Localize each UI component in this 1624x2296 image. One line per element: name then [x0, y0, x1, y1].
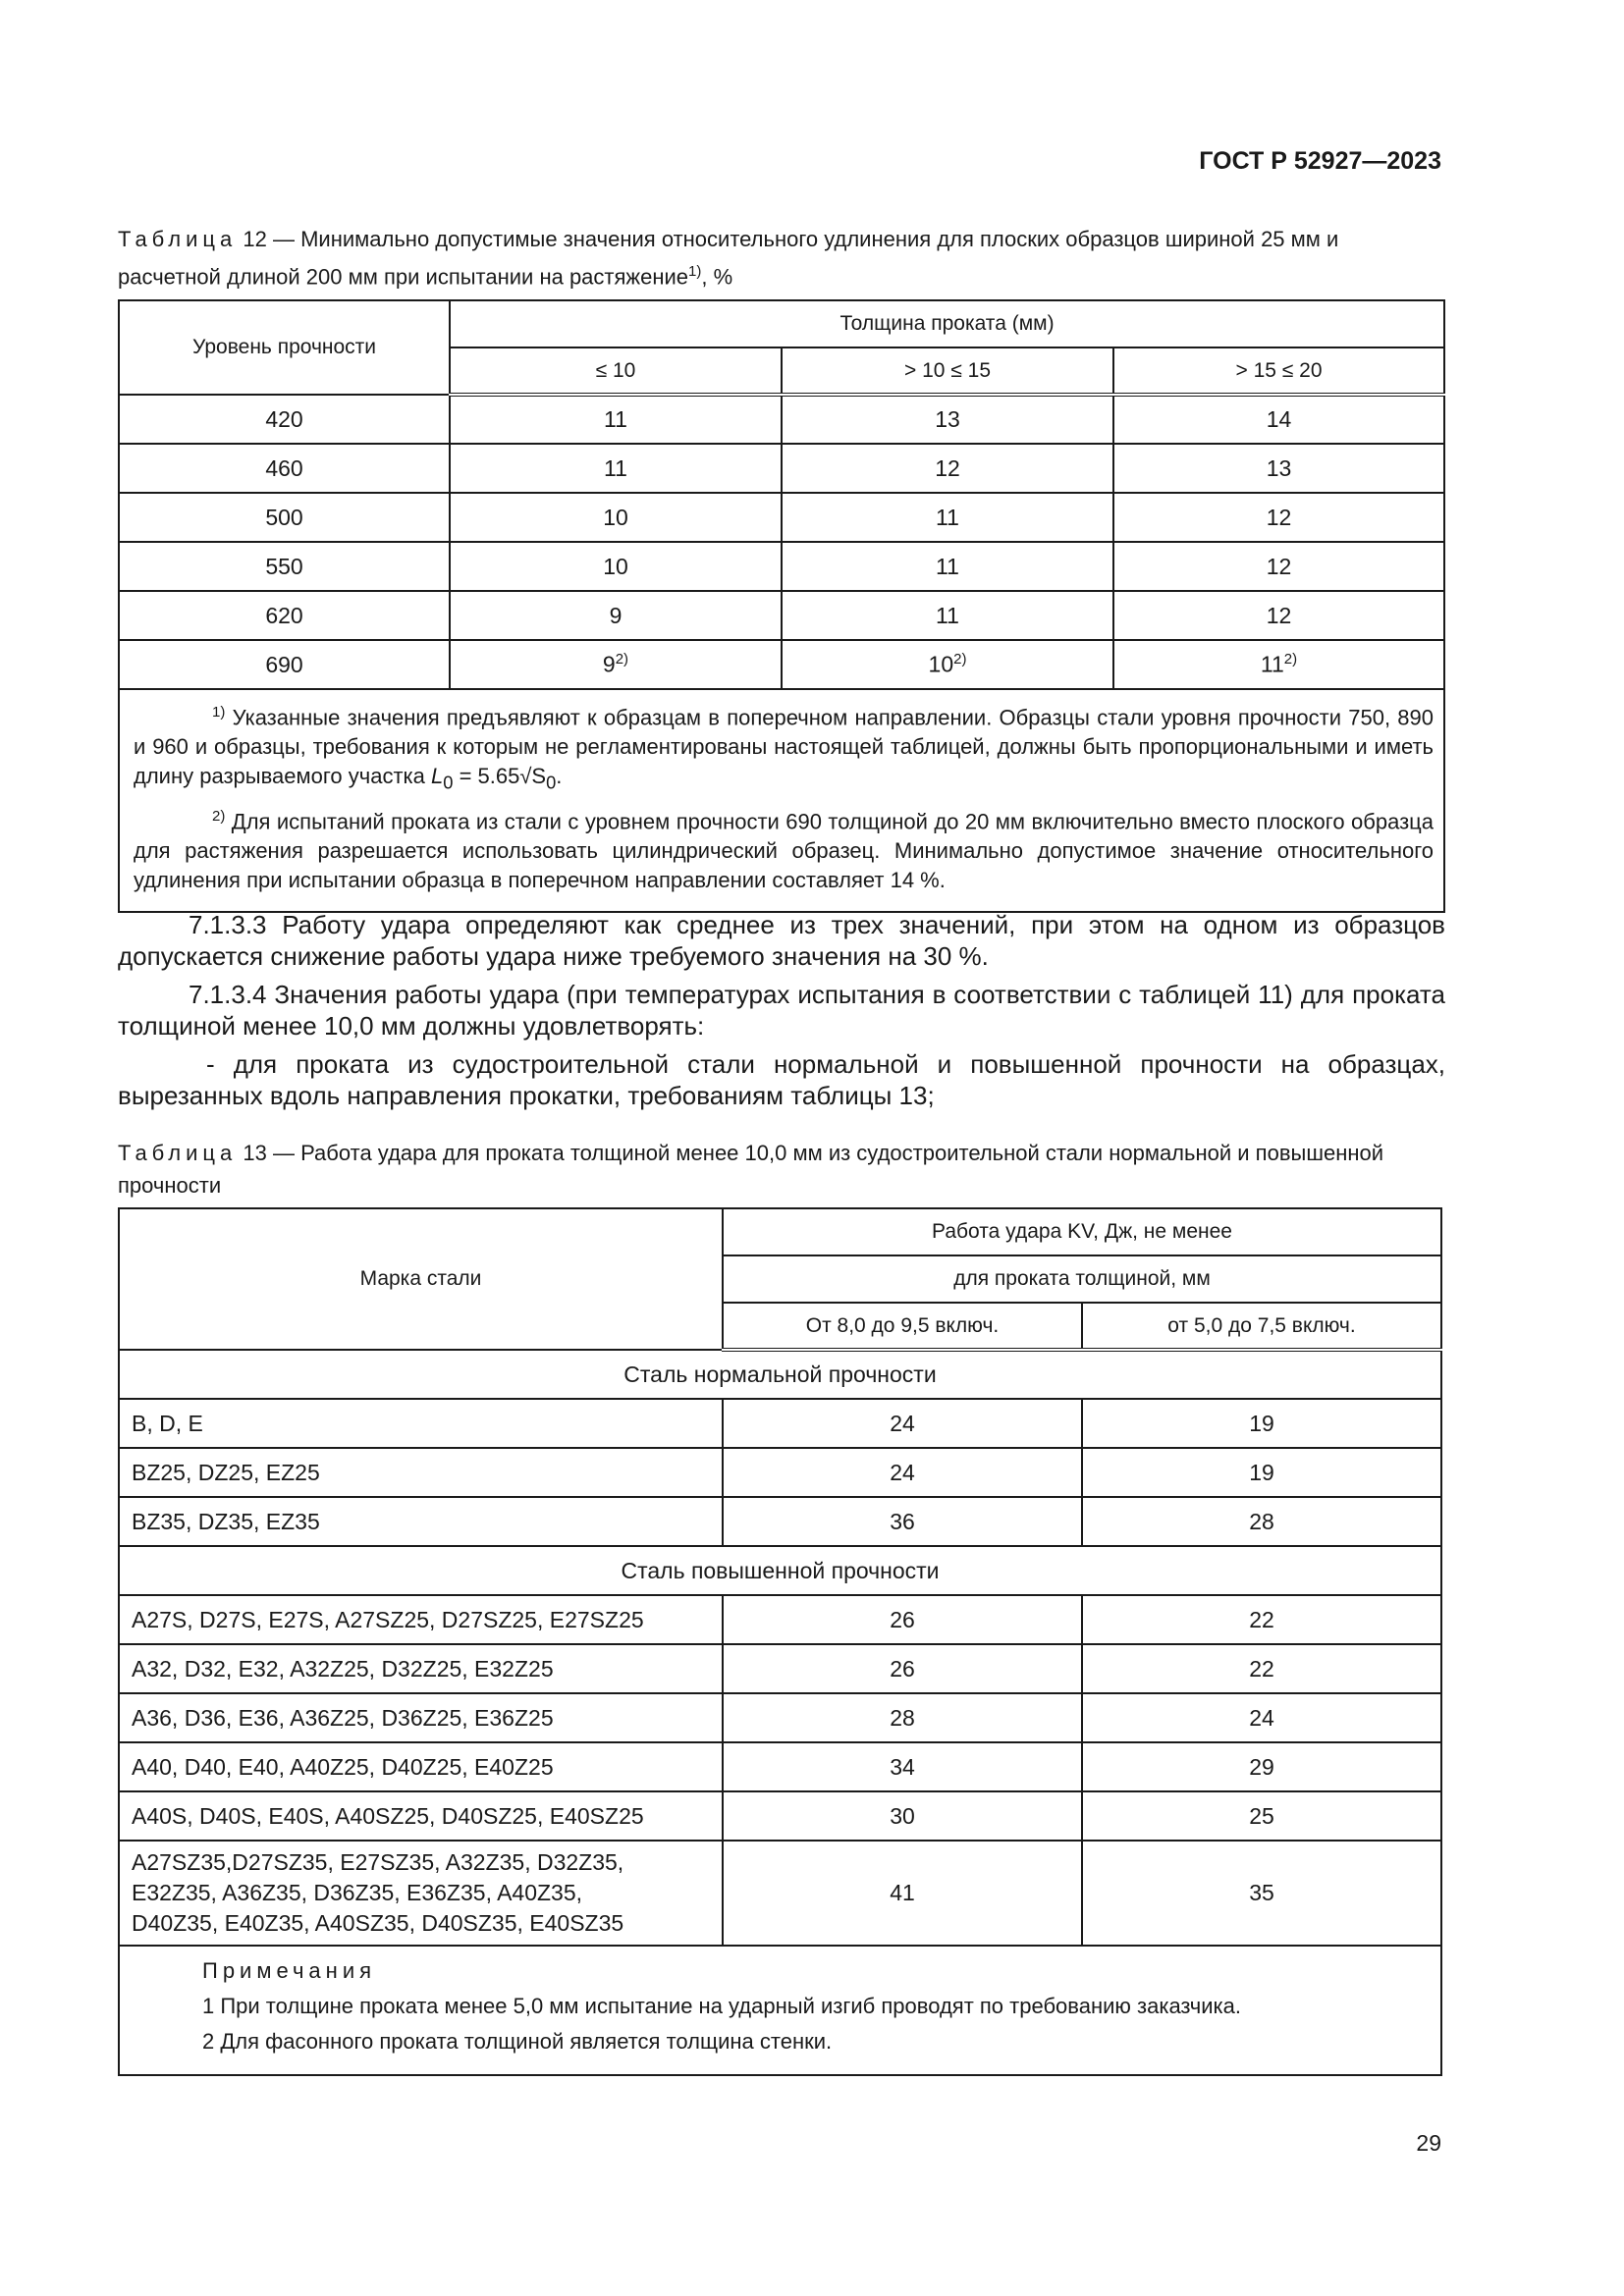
grade-line: D40Z35, E40Z35, A40SZ35, D40SZ35, E40SZ35 — [132, 1910, 624, 1936]
table13-subheader: от 5,0 до 7,5 включ. — [1082, 1303, 1441, 1350]
formula-sub: 0 — [443, 772, 454, 793]
table12-caption-text: 12 — Минимально допустимые значения относительного удлинения для плоских образцов шириной 25 мм и расчетной длиной 200 мм при испытании на растяжение — [118, 227, 1339, 290]
table-cell: 19 — [1082, 1399, 1441, 1448]
table-row — [119, 1399, 1441, 1448]
table-cell: 26 — [723, 1595, 1082, 1644]
table-cell: A27S, D27S, E27S, A27SZ25, D27SZ25, E27SZ25 — [119, 1595, 723, 1644]
table-row — [119, 1644, 1441, 1693]
table-cell: 420 — [119, 395, 450, 444]
table13-caption — [118, 1137, 1441, 1201]
table-row — [119, 591, 1444, 640]
table-cell: 36 — [723, 1497, 1082, 1546]
table-cell: A36, D36, E36, A36Z25, D36Z25, E36Z25 — [119, 1693, 723, 1742]
table-cell: 19 — [1082, 1448, 1441, 1497]
footnote-text: Указанные значения предъявляют к образцам в поперечном направлении. Образцы стали уровня прочности 750, 890 и 960 и образцы, требования к которым не регламентированы настоящей таблицей, должны быть пропорциональными и иметь длину разрываемого участка — [134, 705, 1435, 789]
table-row — [119, 395, 1444, 444]
formula-mid: = 5.65√S — [453, 764, 547, 789]
table-cell: 11 — [782, 591, 1113, 640]
table12-subheader: ≤ 10 — [450, 347, 782, 395]
table-cell: 12 — [1113, 542, 1444, 591]
table12-header-strength: Уровень прочности — [119, 300, 450, 395]
paragraph: - для проката из судостроительной стали нормальной и повышенной прочности на образцах, вырезанных вдоль направления прокатки, требованиям таблицы 13; — [118, 1049, 1445, 1110]
table-cell: 9 — [450, 591, 782, 640]
table12-footnote-1 — [134, 698, 1434, 798]
table-row — [119, 640, 1444, 689]
table-cell: 24 — [723, 1448, 1082, 1497]
table13-caption-text: 13 — Работа удара для проката толщиной менее 10,0 мм из судостроительной стали нормальной и повышенной прочности — [118, 1141, 1384, 1198]
section-header-normal: Сталь нормальной прочности — [119, 1350, 1441, 1399]
table12-caption-tail: , % — [701, 264, 733, 290]
table-cell: 10 — [450, 542, 782, 591]
table-cell: 28 — [723, 1693, 1082, 1742]
table13-header-grade: Марка стали — [119, 1208, 723, 1350]
cell-value: 11 — [1260, 651, 1284, 677]
footnote-mark: 2) — [615, 651, 629, 668]
table13-notes — [119, 1946, 1441, 2075]
table12-caption — [118, 223, 1441, 293]
table-row — [119, 1448, 1441, 1497]
table-cell: 34 — [723, 1742, 1082, 1791]
paragraph: 7.1.3.3 Работу удара определяют как среднее из трех значений, при этом на одном из образцов допускается снижение работы удара ниже требуемого значения на 30 %. — [118, 910, 1445, 971]
table-row — [119, 1742, 1441, 1791]
table-cell: 550 — [119, 542, 450, 591]
table-row — [119, 493, 1444, 542]
table-cell: 11 — [782, 493, 1113, 542]
table-cell: BZ35, DZ35, EZ35 — [119, 1497, 723, 1546]
table-cell — [782, 640, 1113, 689]
table-cell: 11 — [450, 444, 782, 493]
table13-caption-label: Таблица — [118, 1141, 238, 1165]
table-cell: A32, D32, E32, A32Z25, D32Z25, E32Z25 — [119, 1644, 723, 1693]
table-cell: 12 — [1113, 591, 1444, 640]
table-cell: 10 — [450, 493, 782, 542]
table-row — [119, 1497, 1441, 1546]
formula-l: L — [431, 764, 444, 789]
document-header: ГОСТ Р 52927—2023 — [1199, 147, 1441, 175]
cell-value: 10 — [928, 651, 954, 677]
table-cell: 29 — [1082, 1742, 1441, 1791]
table-cell: 12 — [782, 444, 1113, 493]
paragraph: 7.1.3.4 Значения работы удара (при температурах испытания в соответствии с таблицей 11) для проката толщиной менее 10,0 мм должны удовлетворять: — [118, 980, 1445, 1041]
table-cell — [450, 640, 782, 689]
table-cell: 41 — [723, 1841, 1082, 1946]
table13 — [118, 1207, 1442, 2076]
table-cell: 30 — [723, 1791, 1082, 1841]
table12-caption-sup: 1) — [688, 263, 702, 280]
table-cell: 22 — [1082, 1644, 1441, 1693]
table12-header-thickness: Толщина проката (мм) — [450, 300, 1444, 347]
table13-header-kv: Работа удара KV, Дж, не менее — [723, 1208, 1441, 1255]
table13-subheader: От 8,0 до 9,5 включ. — [723, 1303, 1082, 1350]
table-row — [119, 444, 1444, 493]
table-cell: 13 — [1113, 444, 1444, 493]
body-text — [118, 909, 1445, 1118]
table-cell: 690 — [119, 640, 450, 689]
table-cell: 28 — [1082, 1497, 1441, 1546]
table-cell: 13 — [782, 395, 1113, 444]
table-cell: B, D, E — [119, 1399, 723, 1448]
table-cell: 14 — [1113, 395, 1444, 444]
grade-line: A27SZ35,D27SZ35, E27SZ35, A32Z35, D32Z35, — [132, 1849, 624, 1875]
table-cell: 500 — [119, 493, 450, 542]
table12 — [118, 299, 1445, 913]
formula-end: . — [556, 764, 563, 789]
table-cell: 24 — [1082, 1693, 1441, 1742]
table-cell: 620 — [119, 591, 450, 640]
table-cell: 11 — [782, 542, 1113, 591]
note: 1 При толщине проката менее 5,0 мм испытание на ударный изгиб проводят по требованию заказчика. — [202, 1994, 1241, 2018]
table-cell: 460 — [119, 444, 450, 493]
table-cell: A40S, D40S, E40S, A40SZ25, D40SZ25, E40SZ25 — [119, 1791, 723, 1841]
table13-header-thickness: для проката толщиной, мм — [723, 1255, 1441, 1303]
note: 2 Для фасонного проката толщиной является толщина стенки. — [202, 2029, 833, 2054]
formula-sub: 0 — [546, 772, 557, 793]
page-number: 29 — [1416, 2130, 1441, 2156]
table-row — [119, 1791, 1441, 1841]
table-cell: A40, D40, E40, A40Z25, D40Z25, E40Z25 — [119, 1742, 723, 1791]
table-row — [119, 1841, 1441, 1946]
footnote-mark: 2) — [1283, 651, 1298, 668]
table-cell — [1113, 640, 1444, 689]
footnote-mark: 2) — [212, 807, 226, 825]
grade-line: E32Z35, A36Z35, D36Z35, E36Z35, A40Z35, — [132, 1880, 583, 1905]
footnote-mark: 1) — [212, 704, 226, 721]
table-row — [119, 1595, 1441, 1644]
table12-footnote-2 — [134, 802, 1434, 895]
section-header-high: Сталь повышенной прочности — [119, 1546, 1441, 1595]
table-cell: 11 — [450, 395, 782, 444]
footnote-mark: 2) — [953, 651, 967, 668]
table-row — [119, 1693, 1441, 1742]
table12-subheader: > 15 ≤ 20 — [1113, 347, 1444, 395]
table-cell: BZ25, DZ25, EZ25 — [119, 1448, 723, 1497]
table-cell: 22 — [1082, 1595, 1441, 1644]
table-row — [119, 542, 1444, 591]
table-cell: 35 — [1082, 1841, 1441, 1946]
table-cell: 24 — [723, 1399, 1082, 1448]
footnote-text: Для испытаний проката из стали с уровнем прочности 690 толщиной до 20 мм включительно вместо плоского образца для растяжения разрешается использовать цилиндрический образец. Минимально допустимое значение относительного удлинения при испытании образца в поперечном направлении составляет 14 %. — [134, 809, 1435, 893]
table-cell: 26 — [723, 1644, 1082, 1693]
notes-title: Примечания — [202, 1958, 377, 1983]
table12-footnotes — [119, 689, 1444, 912]
table-cell: 25 — [1082, 1791, 1441, 1841]
table12-subheader: > 10 ≤ 15 — [782, 347, 1113, 395]
table12-caption-label: Таблица — [118, 227, 238, 251]
table-cell — [119, 1841, 723, 1946]
cell-value: 9 — [602, 651, 616, 677]
table-cell: 12 — [1113, 493, 1444, 542]
